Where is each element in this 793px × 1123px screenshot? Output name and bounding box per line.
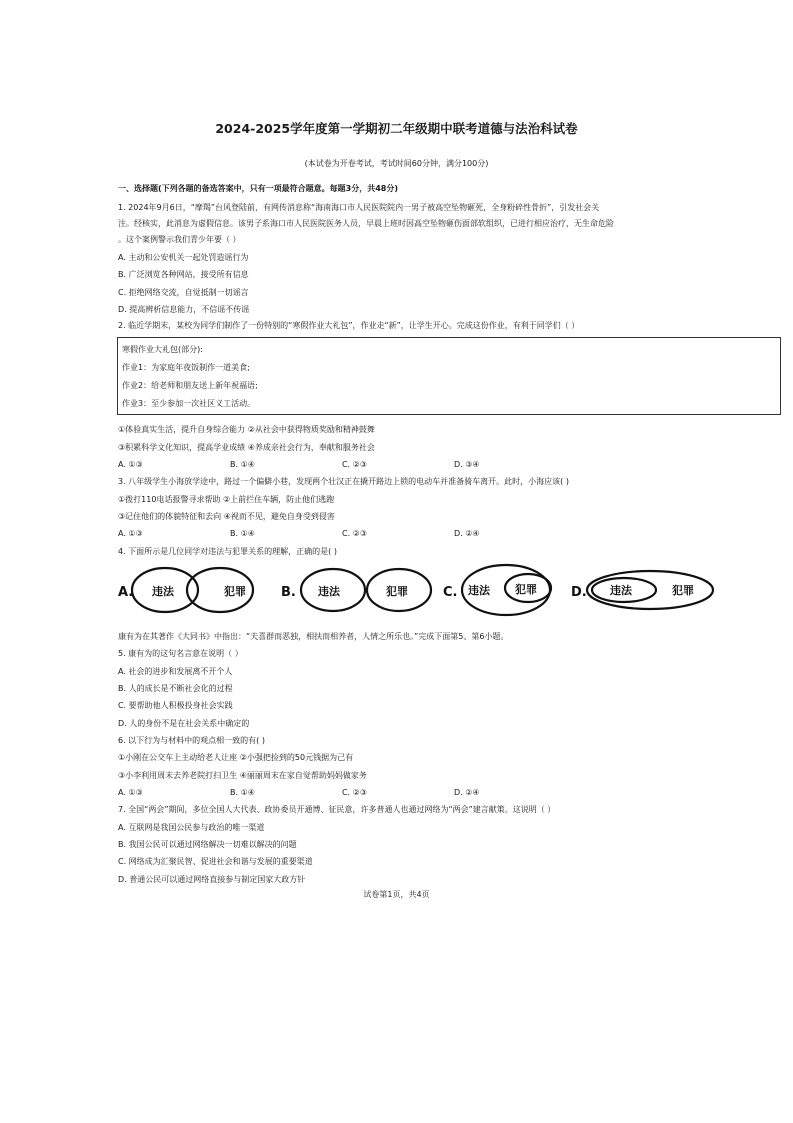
q7-option-d[interactable]: D. 普通公民可以通过网络直接参与制定国家大政方针 bbox=[118, 874, 306, 884]
q3-choices bbox=[118, 525, 686, 543]
option-c-letter[interactable]: C. bbox=[443, 585, 458, 601]
q5-option-b[interactable]: B. 人的成长是不断社会化的过程 bbox=[118, 684, 233, 694]
q2-choice-c[interactable]: C. ②③ bbox=[342, 459, 368, 469]
q2-stem: 2. 临近学期末，某校为同学们制作了一份特别的“寒假作业大礼包”，作业走“新”，让学生开心。完成这份作业，有利于同学们（ ） bbox=[118, 321, 580, 331]
q2-choice-a[interactable]: A. ①③ bbox=[118, 459, 143, 469]
question-2 bbox=[118, 318, 686, 473]
option-a-left-label: 违法 bbox=[152, 585, 174, 599]
option-a-letter[interactable]: A. bbox=[118, 585, 134, 601]
q6-choices bbox=[118, 784, 686, 802]
q56-intro: 康有为在其著作《大同书》中指出：“夫喜群而恶独，相扶而相养者，人情之所乐也。”完成下面第5、第6小题。 bbox=[118, 632, 509, 642]
q4-diagram-svg bbox=[0, 562, 793, 618]
q2-statement-2: ③积累科学文化知识，提高学业成绩 ④养成亲社会行为，奉献和服务社会 bbox=[118, 442, 375, 452]
exam-title: 2024-2025学年度第一学期初二年级期中联考道德与法治科试卷 bbox=[215, 121, 578, 136]
q4-diagram bbox=[0, 562, 793, 618]
question-7 bbox=[118, 801, 686, 887]
option-d-letter[interactable]: D. bbox=[571, 585, 587, 601]
q1-line-1: 1. 2024年9月6日，“摩羯”台风登陆前，有网传消息称“海南海口市人民医院院内一男子被高空坠物砸死，全身粉碎性骨折”，引发社会关 bbox=[118, 203, 600, 212]
q5-option-d[interactable]: D. 人的身份不是在社会关系中确定的 bbox=[118, 718, 250, 728]
question-1 bbox=[118, 200, 686, 318]
q7-option-c[interactable]: C. 网络成为汇聚民智、促进社会和谐与发展的重要渠道 bbox=[118, 857, 313, 867]
q1-option-d[interactable]: D. 提高辨析信息能力，不信谣不传谣 bbox=[118, 304, 250, 314]
q2-material-box bbox=[117, 337, 781, 415]
q6-choice-d[interactable]: D. ②④ bbox=[454, 787, 480, 797]
q6-choice-a[interactable]: A. ①③ bbox=[118, 787, 143, 797]
question-4 bbox=[118, 543, 694, 618]
option-c-outer-label: 违法 bbox=[468, 584, 490, 598]
q6-statement-1: ①小刚在公交车上主动给老人让座 ②小强把捡到的50元钱据为己有 bbox=[118, 753, 354, 763]
q1-line-3: 。这个案例警示我们青少年要（ ） bbox=[118, 235, 241, 244]
q2-box-title: 寒假作业大礼包(部分): bbox=[122, 345, 203, 355]
question-5-6-group bbox=[118, 628, 686, 801]
q3-choice-a[interactable]: A. ①③ bbox=[118, 529, 143, 539]
q3-stem: 3. 八年级学生小海放学途中，路过一个偏僻小巷，发现两个壮汉正在撬开路边上锁的电动车并准备骑车离开。此时，小海应该( ) bbox=[118, 477, 569, 487]
q2-choices bbox=[118, 456, 686, 474]
q2-box-line-1: 作业1：为家庭年夜饭制作一道美食; bbox=[122, 362, 250, 372]
q2-choice-b[interactable]: B. ①④ bbox=[230, 459, 255, 469]
q6-choice-b[interactable]: B. ①④ bbox=[230, 787, 255, 797]
q3-statement-1: ①拨打110电话报警寻求帮助 ②上前拦住车辆，防止他们逃跑 bbox=[118, 494, 335, 504]
q3-choice-d[interactable]: D. ②④ bbox=[454, 529, 480, 539]
q6-statement-2: ③小李利用周末去养老院打扫卫生 ④丽丽周末在家自觉帮助妈妈做家务 bbox=[118, 770, 367, 780]
exam-subtitle: (本试卷为开卷考试，考试时间60分钟，满分100分) bbox=[304, 159, 489, 168]
option-b-left-label: 违法 bbox=[318, 585, 340, 599]
q5-option-c[interactable]: C. 要帮助他人积极投身社会实践 bbox=[118, 701, 233, 711]
q4-stem: 4. 下面所示是几位同学对违法与犯罪关系的理解，正确的是( ) bbox=[118, 546, 337, 556]
q7-option-b[interactable]: B. 我国公民可以通过网络解决一切难以解决的问题 bbox=[118, 839, 297, 849]
exam-content bbox=[118, 183, 694, 888]
q3-choice-c[interactable]: C. ②③ bbox=[342, 529, 368, 539]
option-d-inner-label: 违法 bbox=[610, 584, 632, 598]
q3-choice-b[interactable]: B. ①④ bbox=[230, 529, 255, 539]
q2-statement-1: ①体验真实生活，提升自身综合能力 ②从社会中获得物质奖励和精神鼓舞 bbox=[118, 425, 375, 435]
section-heading: 一、选择题(下列各题的备选答案中，只有一项最符合题意。每题3分，共48分) bbox=[118, 184, 399, 193]
q7-stem: 7. 全国“两会”期间，多位全国人大代表、政协委员开通博、征民意，许多普通人也通过网络为“两会”建言献策。这说明（ ） bbox=[118, 805, 556, 815]
option-b-right-label: 犯罪 bbox=[386, 585, 408, 599]
option-c-inner-label: 犯罪 bbox=[515, 583, 537, 597]
option-d-outer-ellipse bbox=[587, 571, 713, 609]
option-b-letter[interactable]: B. bbox=[281, 585, 296, 601]
q1-line-2: 注。经核实，此消息为虚假信息。该男子系海口市人民医院医务人员，早晨上班时因高空坠物砸伤面部软组织，已进行相应治疗，无生命危险 bbox=[118, 219, 614, 228]
q2-box-line-2: 作业2：给老师和朋友送上新年祝福语; bbox=[122, 380, 258, 390]
q6-stem: 6. 以下行为与材料中的观点相一致的有( ) bbox=[118, 735, 265, 745]
question-3 bbox=[118, 473, 686, 542]
q5-stem: 5. 康有为的这句名言意在说明（ ） bbox=[118, 649, 243, 659]
q1-option-a[interactable]: A. 主动和公安机关一起处罚造谣行为 bbox=[118, 253, 249, 262]
q1-option-b[interactable]: B. 广泛浏览各种网站，接受所有信息 bbox=[118, 270, 249, 280]
q1-option-c[interactable]: C. 拒绝网络交流，自觉抵制一切谣言 bbox=[118, 287, 249, 297]
q3-statement-2: ③记住他们的体貌特征和去向 ④视而不见，避免自身受到侵害 bbox=[118, 512, 335, 522]
q2-choice-d[interactable]: D. ③④ bbox=[454, 459, 480, 469]
q6-choice-c[interactable]: C. ②③ bbox=[342, 787, 368, 797]
q2-box-line-3: 作业3：至少参加一次社区义工活动。 bbox=[122, 398, 256, 408]
page-footer: 试卷第1页，共4页 bbox=[363, 890, 430, 899]
q7-option-a[interactable]: A. 互联网是我国公民参与政治的唯一渠道 bbox=[118, 822, 265, 832]
option-d-outer-label: 犯罪 bbox=[672, 584, 694, 598]
q5-option-a[interactable]: A. 社会的进步和发展离不开个人 bbox=[118, 666, 233, 676]
option-a-right-label: 犯罪 bbox=[224, 585, 246, 599]
